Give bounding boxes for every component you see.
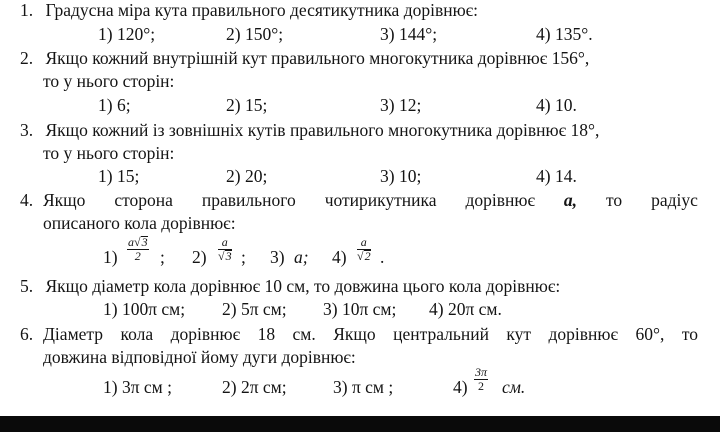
option-4: 4) 20π см. bbox=[429, 299, 502, 319]
option-1: 1) 100π см; bbox=[103, 299, 186, 319]
question-text-line-1: Якщо кожний внутрішній кут правильного многокутника дорівнює 156°, bbox=[45, 48, 590, 68]
question-text-line-1: Якщо кожний із зовнішніх кутів правильного многокутника дорівнює 18°, bbox=[45, 120, 600, 140]
numerator: a bbox=[357, 236, 371, 250]
radicand: 3 bbox=[141, 235, 148, 249]
word: дорівнює bbox=[465, 190, 535, 210]
word: сторона bbox=[114, 190, 173, 210]
question-number: 3. bbox=[20, 120, 34, 140]
radicand: 2 bbox=[364, 249, 371, 263]
word: то bbox=[606, 190, 623, 210]
question-4-text-line-1 bbox=[43, 188, 698, 212]
denominator bbox=[217, 250, 233, 263]
word: 60°, bbox=[635, 324, 665, 344]
question-2 bbox=[20, 46, 589, 70]
question-3 bbox=[20, 118, 599, 142]
word: центральний bbox=[393, 324, 489, 344]
question-number: 4. bbox=[20, 190, 34, 210]
option-3: 3) 10π см; bbox=[323, 299, 397, 319]
option-4-label: 4) bbox=[453, 377, 468, 397]
fraction-a-over-sqrt2 bbox=[356, 236, 372, 263]
question-1 bbox=[20, 0, 478, 22]
option-4-label: 4) bbox=[332, 247, 347, 267]
option-1-label: 1) bbox=[103, 247, 118, 267]
option-2: 2) 15; bbox=[226, 95, 268, 115]
numerator bbox=[127, 236, 149, 250]
sqrt-icon: √ bbox=[134, 235, 141, 249]
question-number: 2. bbox=[20, 48, 34, 68]
word: дорівнює bbox=[548, 324, 619, 344]
word: 18 bbox=[257, 324, 276, 344]
separator: ; bbox=[160, 247, 165, 267]
question-text-line-2: описаного кола дорівнює: bbox=[43, 213, 236, 233]
word: правильного bbox=[201, 190, 296, 210]
option-2: 2) 20; bbox=[226, 166, 268, 186]
fraction-3pi-over-2 bbox=[474, 366, 488, 393]
question-text-line-2: то у нього сторін: bbox=[43, 71, 175, 91]
option-2-label: 2) bbox=[192, 247, 207, 267]
fraction-a-over-sqrt3 bbox=[217, 236, 233, 263]
word: Діаметр bbox=[43, 324, 104, 344]
variable-a: a, bbox=[563, 190, 578, 210]
option-4: 4) 135°. bbox=[536, 24, 593, 44]
var-a: a bbox=[128, 235, 134, 249]
question-number: 1. bbox=[20, 0, 34, 20]
option-2: 2) 150°; bbox=[226, 24, 284, 44]
bottom-edge-bar bbox=[0, 416, 720, 432]
option-1: 1) 15; bbox=[98, 166, 140, 186]
word: Якщо bbox=[43, 190, 86, 210]
question-number: 5. bbox=[20, 276, 34, 296]
question-text-line-2: довжина відповідної йому дуги дорівнює: bbox=[43, 347, 356, 367]
option-2: 2) 5π см; bbox=[222, 299, 287, 319]
option-3-value: a; bbox=[294, 247, 309, 267]
question-6-text-line-1 bbox=[43, 322, 698, 346]
numerator: a bbox=[218, 236, 232, 250]
option-1: 1) 3π см ; bbox=[103, 377, 172, 397]
option-4-unit: см. bbox=[502, 377, 526, 397]
option-4: 4) 10. bbox=[536, 95, 577, 115]
word: дорівнює bbox=[170, 324, 241, 344]
sqrt-icon: √ bbox=[218, 249, 225, 263]
sqrt-icon: √ bbox=[357, 249, 364, 263]
numerator: 3π bbox=[475, 365, 488, 379]
question-5 bbox=[20, 274, 560, 298]
option-2: 2) 2π см; bbox=[222, 377, 287, 397]
denominator: 2 bbox=[478, 379, 484, 393]
separator: . bbox=[380, 247, 385, 267]
option-1: 1) 120°; bbox=[98, 24, 156, 44]
question-number: 6. bbox=[20, 324, 34, 344]
question-text: Градусна міра кута правильного десятикутника дорівнює: bbox=[45, 0, 479, 20]
denominator bbox=[356, 250, 372, 263]
option-3: 3) 10; bbox=[380, 166, 422, 186]
separator: ; bbox=[241, 247, 246, 267]
option-3-label: 3) bbox=[270, 247, 285, 267]
radicand: 3 bbox=[225, 249, 232, 263]
word: то bbox=[681, 324, 698, 344]
word: Якщо bbox=[333, 324, 376, 344]
word: кола bbox=[120, 324, 154, 344]
fraction-a-sqrt3-over-2 bbox=[127, 236, 149, 263]
option-3: 3) π см ; bbox=[333, 377, 394, 397]
word: чотирикутника bbox=[324, 190, 437, 210]
question-text-line-2: то у нього сторін: bbox=[43, 143, 175, 163]
denominator: 2 bbox=[134, 249, 141, 263]
question-text: Якщо діаметр кола дорівнює 10 см, то довжина цього кола дорівнює: bbox=[45, 276, 561, 296]
word: радіус bbox=[651, 190, 698, 210]
option-3: 3) 12; bbox=[380, 95, 422, 115]
option-3: 3) 144°; bbox=[380, 24, 438, 44]
word: кут bbox=[506, 324, 532, 344]
word: см. bbox=[292, 324, 316, 344]
option-4: 4) 14. bbox=[536, 166, 577, 186]
option-1: 1) 6; bbox=[98, 95, 131, 115]
